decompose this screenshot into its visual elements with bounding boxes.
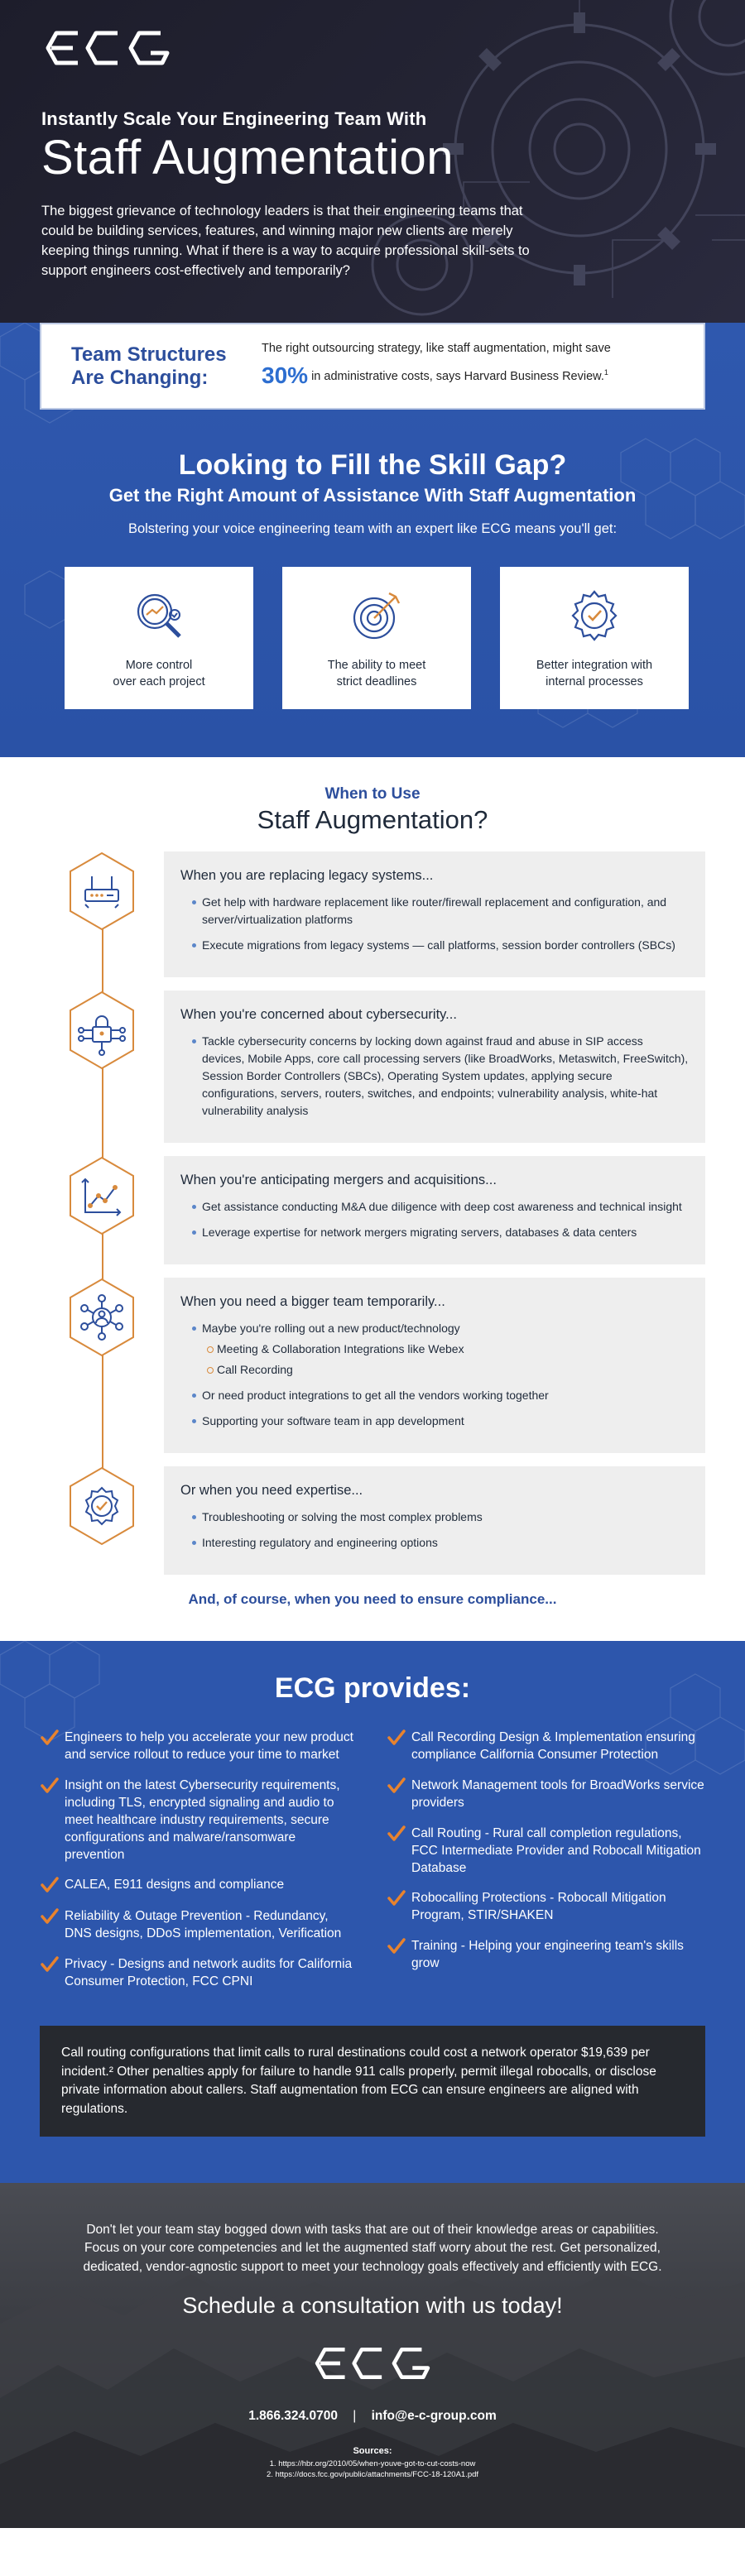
when-row-bigger-team	[40, 1278, 705, 1453]
hero-section	[0, 0, 745, 323]
growth-chart-icon	[67, 1156, 137, 1235]
lock-network-icon	[67, 991, 137, 1070]
provides-item-text: Call Recording Design & Implementation ensuring compliance California Consumer Protection	[411, 1730, 695, 1762]
when-box-legacy	[164, 851, 705, 977]
skill-gap-subtitle: Get the Right Amount of Assistance With Staff Augmentation	[108, 485, 637, 506]
benefit-card-integration-line2: internal processes	[546, 674, 643, 688]
callout-heading: Team Structures Are Changing:	[71, 343, 227, 389]
target-arrow-icon	[346, 585, 407, 646]
team-network-icon	[67, 1278, 137, 1357]
email-link[interactable]: info@e-c-group.com	[371, 2409, 497, 2424]
benefit-card-deadlines	[282, 567, 471, 709]
callout-footnote: 1	[603, 368, 608, 377]
hero-subtitle: Instantly Scale Your Engineering Team With	[41, 108, 427, 129]
checkmark-icon	[40, 1955, 60, 1974]
list-item: Get help with hardware replacement like router/firewall replacement and configuration, and server/virtualization platforms	[192, 894, 689, 928]
list-subitem: Call Recording	[207, 1361, 689, 1379]
list-item	[387, 1825, 705, 1878]
sources-label: Sources:	[353, 2446, 392, 2457]
source-link[interactable]: 2. https://docs.fcc.gov/public/attachments/FCC-18-120A1.pdf	[266, 2470, 479, 2480]
list-item	[40, 1877, 358, 1895]
when-box-bigger-team	[164, 1278, 705, 1453]
magnifier-chart-icon	[128, 585, 190, 646]
skill-gap-section	[0, 323, 745, 757]
list-item: Leverage expertise for network mergers migrating servers, databases & data centers	[192, 1224, 689, 1241]
checkmark-icon	[40, 1907, 60, 1926]
list-item: Or need product integrations to get all the vendors working together	[192, 1387, 689, 1404]
when-row-legacy	[40, 851, 705, 977]
list-item: Troubleshooting or solving the most complex problems	[192, 1509, 689, 1526]
contact-line	[0, 2409, 745, 2424]
checkmark-icon	[387, 1936, 406, 1956]
list-item	[387, 1777, 705, 1812]
sources	[0, 2445, 745, 2480]
badge-check-icon	[67, 1466, 137, 1546]
list-item	[40, 1956, 358, 1991]
when-row-cybersecurity	[40, 991, 705, 1143]
checkmark-icon	[40, 1728, 60, 1748]
source-link[interactable]: 1. https://hbr.org/2010/05/when-youve-got-to-cut-costs-now	[269, 2458, 476, 2468]
callout-percent: 30%	[262, 362, 309, 389]
provides-item-text: Engineers to help you accelerate your new product and service rollout to reduce your time to market	[65, 1730, 353, 1762]
benefit-card-deadlines-line1: The ability to meet	[327, 659, 426, 672]
when-box-expertise	[164, 1466, 705, 1575]
checkmark-icon	[40, 1776, 60, 1796]
list-subitem: Meeting & Collaboration Integrations like Webex	[207, 1341, 689, 1358]
when-box-mergers	[164, 1156, 705, 1264]
gear-check-icon	[564, 585, 625, 646]
ecg-logo	[41, 25, 174, 71]
contact-separator: |	[353, 2409, 357, 2424]
callout-text	[245, 339, 674, 394]
benefit-cards	[65, 567, 689, 709]
phone-link[interactable]: 1.866.324.0700	[248, 2409, 338, 2424]
list-item	[387, 1938, 705, 1973]
ecg-logo	[310, 2342, 435, 2385]
checkmark-icon	[387, 1728, 406, 1748]
provides-item-text: Network Management tools for BroadWorks service providers	[411, 1777, 704, 1810]
list-item: Maybe you're rolling out a new product/technology	[192, 1320, 689, 1337]
when-title-expertise: Or when you need expertise...	[180, 1483, 363, 1498]
hero-description: The biggest grievance of technology leaders is that their engineering teams that could be building services, features, and winning major new clients are merely keeping things running. What if there is a way to acquire professional skill-sets to support engineers cost-effectively and temporarily?	[41, 203, 530, 278]
provides-item-text: Robocalling Protections - Robocall Mitigation Program, STIR/SHAKEN	[411, 1891, 666, 1923]
provides-item-text: Training - Helping your engineering team's skills grow	[411, 1939, 684, 1971]
checkmark-icon	[387, 1824, 406, 1844]
list-item	[40, 1777, 358, 1864]
benefit-card-control-line2: over each project	[113, 674, 205, 688]
list-item	[387, 1890, 705, 1925]
list-item: Execute migrations from legacy systems — call platforms, session border controllers (SBCs)	[192, 937, 689, 954]
router-icon	[67, 851, 137, 931]
list-item	[40, 1908, 358, 1943]
benefit-card-integration-line1: Better integration with	[536, 659, 653, 672]
benefit-card-deadlines-line2: strict deadlines	[336, 674, 417, 688]
benefit-card-control	[65, 567, 253, 709]
provides-item-text: Reliability & Outage Prevention - Redundancy, DNS designs, DDoS implementation, Verification	[65, 1909, 342, 1941]
provides-item-text: CALEA, E911 designs and compliance	[65, 1878, 285, 1892]
footer-description: Don't let your team stay bogged down with tasks that are out of their knowledge areas or capabilities. Focus on your core competencies and let the augmented staff worry about the rest. Get personalized, dedicated, vendor-agnostic support to meet your technology goals effectively and efficiently with ECG.	[83, 2223, 662, 2274]
ecg-provides-section	[0, 1641, 745, 2183]
when-title-bigger-team: When you need a bigger team temporarily...	[180, 1294, 445, 1309]
callout-text-before: The right outsourcing strategy, like staff augmentation, might save	[262, 341, 611, 355]
provides-left-column	[40, 1729, 358, 2004]
list-item	[40, 1729, 358, 1764]
consultation-cta[interactable]: Schedule a consultation with us today!	[182, 2293, 563, 2319]
when-row-expertise	[40, 1466, 705, 1575]
benefit-card-integration	[500, 567, 689, 709]
when-heading-large: Staff Augmentation?	[257, 805, 488, 834]
checkmark-icon	[387, 1776, 406, 1796]
when-box-cybersecurity	[164, 991, 705, 1143]
compliance-note: And, of course, when you need to ensure compliance...	[188, 1591, 557, 1607]
skill-gap-description: Bolstering your voice engineering team with an expert like ECG means you'll get:	[127, 521, 618, 536]
skill-gap-title: Looking to Fill the Skill Gap?	[178, 449, 567, 481]
provides-item-text: Privacy - Designs and network audits for California Consumer Protection, FCC CPNI	[65, 1957, 353, 1989]
list-item: Interesting regulatory and engineering options	[192, 1534, 689, 1552]
checkmark-icon	[387, 1888, 406, 1908]
when-title-mergers: When you're anticipating mergers and acquisitions...	[180, 1173, 497, 1187]
when-title-cybersecurity: When you're concerned about cybersecurity...	[180, 1007, 457, 1022]
callout-text-after: in administrative costs, says Harvard Business Review.	[311, 370, 604, 384]
regulation-cost-box: Call routing configurations that limit calls to rural destinations could cost a network operator $19,639 per incident.² Other penalties apply for failure to handle 911 calls properly, permit illegal robocalls, or disclose private information about callers. Staff augmentation from ECG can ensure engineers are aligned with regulations.	[40, 2026, 705, 2137]
list-item	[387, 1729, 705, 1764]
when-to-use-section	[0, 757, 745, 1641]
when-row-mergers	[40, 1156, 705, 1264]
team-structures-callout	[40, 323, 705, 410]
list-item: Tackle cybersecurity concerns by locking down against fraud and abuse in SIP access devices, Mobile Apps, core call processing servers (like BroadWorks, Metaswitch, FreeSwitch), Session Border Controllers (SBCs), Operating System updates, applying secure configurations, servers, routers, switches, and endpoints; vulnerability analysis, white-hat vulnerability analysis	[192, 1033, 689, 1120]
when-title-legacy: When you are replacing legacy systems...	[180, 868, 434, 883]
provides-item-text: Call Routing - Rural call completion regulations, FCC Intermediate Provider and Robocall Mitigation Database	[411, 1825, 701, 1875]
footer-section	[0, 2183, 745, 2528]
provides-item-text: Insight on the latest Cybersecurity requirements, including TLS, encrypted signaling and audio to meet healthcare industry requirements, secure configurations and malware/ransomware prevention	[65, 1777, 340, 1862]
list-item: Get assistance conducting M&A due diligence with deep cost awareness and technical insight	[192, 1198, 689, 1216]
provides-right-column	[387, 1729, 705, 2004]
hero-title: Staff Augmentation	[41, 131, 454, 185]
list-item: Supporting your software team in app development	[192, 1413, 689, 1430]
when-heading-small: When to Use	[324, 785, 421, 803]
benefit-card-control-line1: More control	[125, 659, 193, 672]
provides-title: ECG provides:	[274, 1672, 471, 1704]
checkmark-icon	[40, 1875, 60, 1895]
